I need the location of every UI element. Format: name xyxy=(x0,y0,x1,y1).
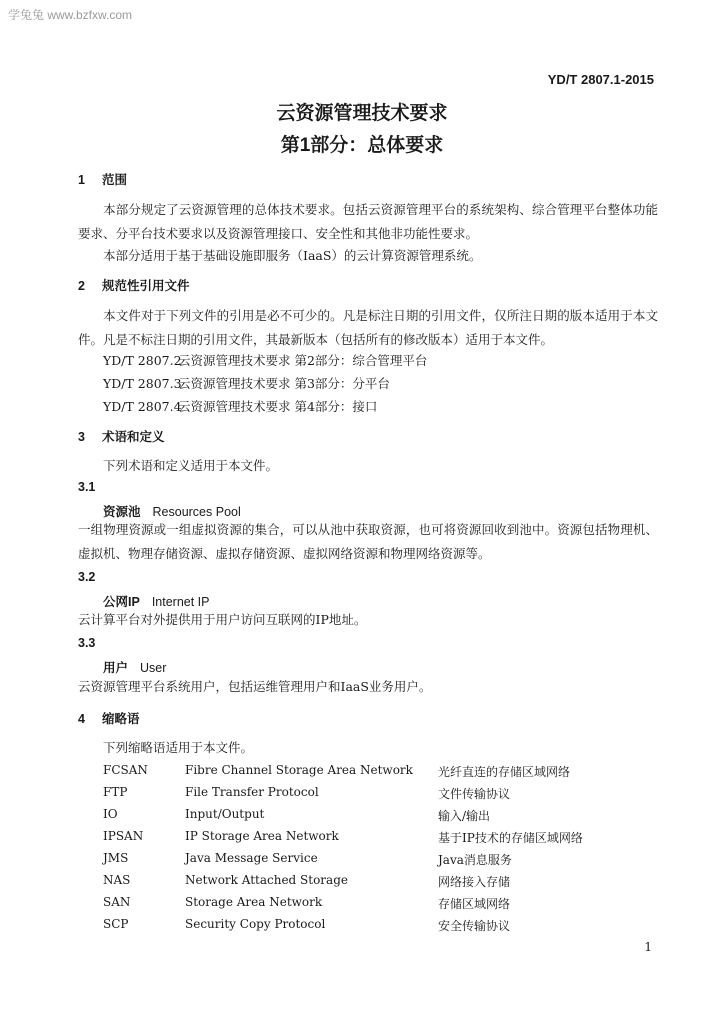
abbreviation: IO xyxy=(103,807,118,821)
scope-paragraph-1 xyxy=(78,198,658,246)
abbreviations-intro xyxy=(78,736,658,760)
section-title: 术语和定义 xyxy=(102,430,165,444)
abbreviation-row xyxy=(103,785,663,807)
abbreviation: SAN xyxy=(103,895,131,909)
abbreviation-row xyxy=(103,829,663,851)
term-number: 3.1 xyxy=(78,480,96,494)
section-heading-scope xyxy=(78,170,127,188)
reference-item xyxy=(103,351,427,369)
abbreviation: SCP xyxy=(103,917,129,931)
reference-title: 云资源管理技术要求 第3部分：分平台 xyxy=(178,376,390,391)
section-title: 规范性引用文件 xyxy=(102,279,190,293)
paragraph-text: 下列术语和定义适用于本文件。 xyxy=(103,458,279,473)
term-definition: 一组物理资源或一组虚拟资源的集合，可以从池中获取资源，也可将资源回收到池中。资源包括物理机、虚拟机、物理存储资源、虚拟存储资源、虚拟网络资源和物理网络资源等。 xyxy=(78,522,658,561)
term-name-en: Resources Pool xyxy=(152,505,241,519)
section-heading-abbreviations xyxy=(78,709,140,727)
abbreviation-row xyxy=(103,917,663,939)
abbreviation: FTP xyxy=(103,785,128,799)
section-number: 3 xyxy=(78,430,85,444)
terms-intro xyxy=(78,454,658,478)
term-name-en: Internet IP xyxy=(151,595,210,609)
normative-paragraph xyxy=(78,304,658,352)
abbreviation-translation: 输入/输出 xyxy=(438,809,491,823)
section-number: 2 xyxy=(78,279,85,293)
abbreviation-expansion: IP Storage Area Network xyxy=(185,829,339,843)
abbreviation-row xyxy=(103,895,663,917)
abbreviation: IPSAN xyxy=(103,829,144,843)
watermark: 学兔兔 www.bzfxw.com xyxy=(8,8,133,22)
abbreviation: NAS xyxy=(103,873,131,887)
section-number: 4 xyxy=(78,712,85,726)
term-name-zh: 公网IP xyxy=(103,595,140,609)
abbreviation-translation: 文件传输协议 xyxy=(438,787,511,801)
abbreviation-row xyxy=(103,807,663,829)
abbreviation-expansion: File Transfer Protocol xyxy=(185,785,319,799)
abbreviation: JMS xyxy=(103,851,129,865)
abbreviation-translation: 光纤直连的存储区域网络 xyxy=(438,765,571,779)
abbreviation-translation: 安全传输协议 xyxy=(438,919,511,933)
abbreviation-translation: 基于IP技术的存储区域网络 xyxy=(438,831,583,845)
abbreviation-expansion: Storage Area Network xyxy=(185,895,323,909)
term-number: 3.2 xyxy=(78,570,96,584)
paragraph-text: 下列缩略语适用于本文件。 xyxy=(103,740,254,755)
abbreviation-expansion: Security Copy Protocol xyxy=(185,917,326,931)
reference-item xyxy=(103,374,390,392)
abbreviation-expansion: Input/Output xyxy=(185,807,265,821)
reference-code: YD/T 2807.3 xyxy=(103,376,182,391)
section-heading-normative xyxy=(78,276,190,294)
abbreviation-translation: 网络接入存储 xyxy=(438,875,511,889)
paragraph-text: 本文件对于下列文件的引用是必不可少的。凡是标注日期的引用文件，仅所注日期的版本适用于本文件。凡是不标注日期的引用文件，其最新版本（包括所有的修改版本）适用于本文件。 xyxy=(78,308,658,347)
term-name-zh: 资源池 xyxy=(103,505,141,519)
term-name xyxy=(103,658,166,676)
standard-code: YD/T 2807.1-2015 xyxy=(547,72,654,87)
abbreviation-expansion: Fibre Channel Storage Area Network xyxy=(185,763,413,777)
section-title: 缩略语 xyxy=(102,712,140,726)
reference-title: 云资源管理技术要求 第4部分：接口 xyxy=(178,399,378,414)
section-heading-terms xyxy=(78,427,165,445)
paragraph-text: 本部分规定了云资源管理的总体技术要求。包括云资源管理平台的系统架构、综合管理平台整体功能要求、分平台技术要求以及资源管理接口、安全性和其他非功能性要求。 xyxy=(78,202,658,241)
page-number: 1 xyxy=(644,940,652,954)
reference-code: YD/T 2807.4 xyxy=(103,399,182,414)
reference-title: 云资源管理技术要求 第2部分：综合管理平台 xyxy=(178,353,428,368)
abbreviation-row xyxy=(103,851,663,873)
document-title: 云资源管理技术要求 xyxy=(276,103,448,124)
abbreviation-translation: 存储区域网络 xyxy=(438,897,511,911)
paragraph-text: 本部分适用于基于基础设施即服务（IaaS）的云计算资源管理系统。 xyxy=(103,248,482,263)
section-number: 1 xyxy=(78,173,85,187)
section-title: 范围 xyxy=(102,173,128,187)
document-subtitle: 第1部分：总体要求 xyxy=(280,135,444,156)
term-name-en: User xyxy=(140,661,167,675)
abbreviation-row xyxy=(103,763,663,785)
abbreviation-expansion: Network Attached Storage xyxy=(185,873,348,887)
abbreviation-translation: Java消息服务 xyxy=(438,853,512,867)
abbreviation-expansion: Java Message Service xyxy=(185,851,318,865)
term-definition: 云资源管理平台系统用户，包括运维管理用户和IaaS业务用户。 xyxy=(78,679,432,694)
abbreviation-row xyxy=(103,873,663,895)
reference-code: YD/T 2807.2 xyxy=(103,353,182,368)
term-definition: 云计算平台对外提供用于用户访问互联网的IP地址。 xyxy=(78,612,367,627)
reference-item xyxy=(103,397,377,415)
scope-paragraph-2 xyxy=(78,244,658,268)
abbreviation: FCSAN xyxy=(103,763,148,777)
term-name-zh: 用户 xyxy=(103,661,129,675)
term-number: 3.3 xyxy=(78,636,96,650)
